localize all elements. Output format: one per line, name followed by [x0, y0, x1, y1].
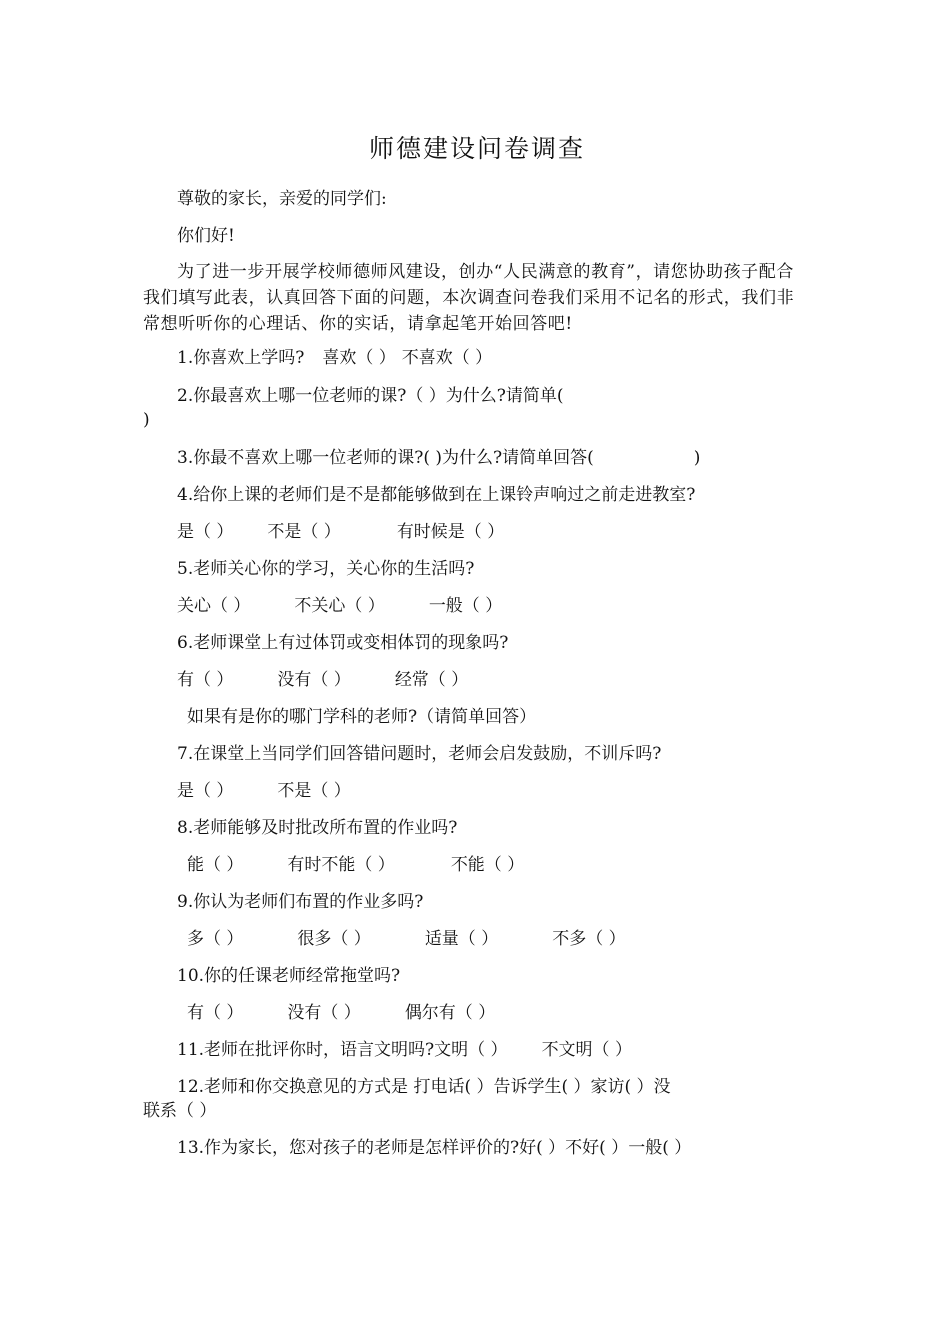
question-4-options: [143, 520, 845, 544]
question-9: 9.你认为老师们布置的作业多吗?: [177, 892, 424, 912]
question-4: 4.给你上课的老师们是不是都能够做到在上课铃声响过之前走进教室?: [177, 485, 696, 505]
q11-option-uncivil: 不文明（ ）: [541, 1040, 632, 1060]
question-13: 13.作为家长，您对孩子的老师是怎样评价的?好( ）不好( ）一般( ）: [177, 1138, 692, 1158]
q9-option-moderate: 适量（ ）: [424, 929, 499, 949]
q10-option-yes: 有（ ）: [187, 1003, 244, 1023]
hello-line: 你们好!: [177, 226, 235, 246]
question-5: 5.老师关心你的学习，关心你的生活吗?: [177, 559, 475, 579]
question-10-options: [143, 1001, 855, 1025]
question-3-end: ): [693, 448, 701, 468]
q9-option-not-many: 不多（ ）: [552, 929, 626, 949]
q4-option-sometimes: 有时候是（ ）: [396, 522, 505, 542]
q4-option-no: 不是（ ）: [267, 522, 341, 542]
q4-option-yes: 是（ ）: [177, 522, 234, 542]
q9-option-many: 多（ ）: [187, 929, 244, 949]
question-3-text: 3.你最不喜欢上哪一位老师的课?( )为什么?请简单回答(: [177, 448, 594, 468]
question-7-options: [143, 779, 845, 803]
q10-option-no: 没有（ ）: [287, 1003, 361, 1023]
question-3: [143, 446, 845, 470]
question-1: [143, 346, 845, 370]
q1-option-dislike: 不喜欢（ ）: [401, 348, 493, 368]
question-11: [143, 1038, 845, 1062]
q6-option-no: 没有（ ）: [277, 670, 351, 690]
q5-option-average: 一般（ ）: [428, 596, 503, 616]
question-7: 7.在课堂上当同学们回答错问题时，老师会启发鼓励，不训斥吗?: [177, 744, 662, 764]
question-5-options: [143, 594, 845, 618]
question-8: 8.老师能够及时批改所布置的作业吗?: [177, 818, 458, 838]
question-11-text: 11.老师在批评你时，语言文明吗?文明（ ）: [177, 1040, 508, 1060]
question-6-options: [143, 668, 845, 692]
question-10: 10.你的任课老师经常拖堂吗?: [177, 966, 401, 986]
q9-option-very-many: 很多（ ）: [297, 929, 371, 949]
question-6: 6.老师课堂上有过体罚或变相体罚的现象吗?: [177, 633, 509, 653]
q8-option-sometimes-not: 有时不能（ ）: [287, 855, 395, 875]
question-2-line2: ): [143, 410, 150, 430]
q6-option-often: 经常（ ）: [394, 670, 469, 690]
question-6-followup: 如果有是你的哪门学科的老师?（请简单回答）: [187, 707, 537, 727]
q7-option-yes: 是（ ）: [177, 781, 234, 801]
question-12-line1: 12.老师和你交换意见的方式是 打电话( ）告诉学生( ）家访( ）没: [177, 1077, 671, 1097]
intro-paragraph: 为了进一步开展学校师德师风建设，创办“人民满意的教育”，请您协助孩子配合我们填写此表，认真回答下面的问题，本次调查问卷我们采用不记名的形式，我们非常想听听你的心理话、你的实话，请拿起笔开始回答吧!: [143, 262, 795, 334]
q8-option-cannot: 不能（ ）: [450, 855, 525, 875]
q10-option-occasionally: 偶尔有（ ）: [404, 1003, 496, 1023]
q7-option-no: 不是（ ）: [277, 781, 351, 801]
question-1-text: 1.你喜欢上学吗?: [177, 348, 305, 368]
question-2-line1: 2.你最喜欢上哪一位老师的课?（ ）为什么?请简单(: [177, 386, 564, 406]
q5-option-care: 关心（ ）: [177, 596, 251, 616]
q5-option-not-care: 不关心（ ）: [294, 596, 385, 616]
q1-option-like: 喜欢（ ）: [322, 348, 396, 368]
page-title: 师德建设问卷调查: [368, 134, 585, 163]
question-8-options: [143, 853, 855, 877]
question-12-line2: 联系（ ）: [143, 1101, 217, 1121]
q6-option-yes: 有（ ）: [177, 670, 234, 690]
question-9-options: [143, 927, 855, 951]
q8-option-can: 能（ ）: [187, 855, 244, 875]
greeting: 尊敬的家长，亲爱的同学们:: [177, 189, 387, 209]
